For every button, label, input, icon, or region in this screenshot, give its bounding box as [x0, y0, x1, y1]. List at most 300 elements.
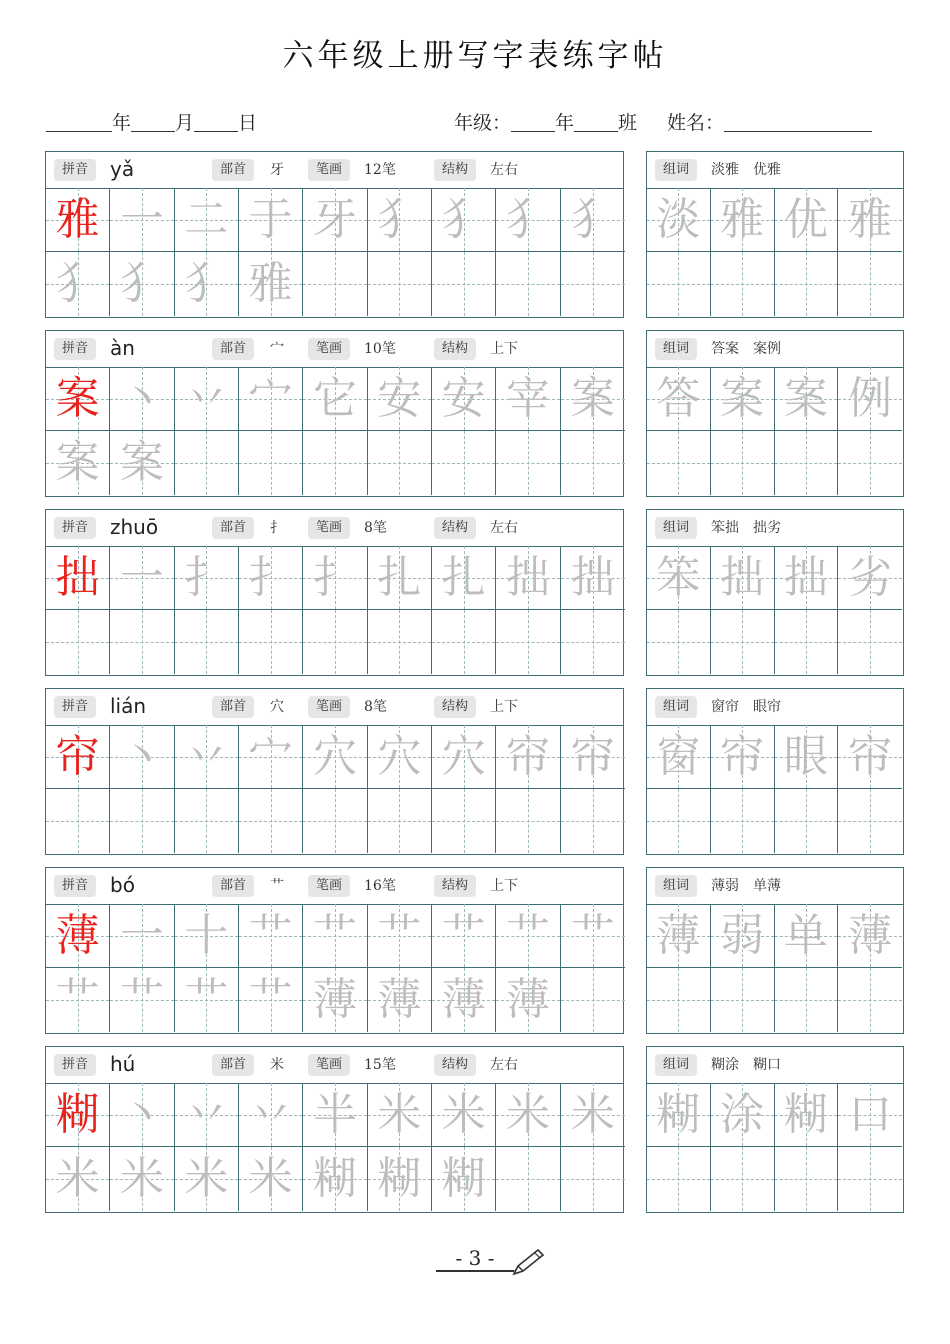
empty-practice-cell[interactable]	[496, 252, 560, 316]
trace-cell[interactable]	[561, 367, 625, 431]
radical-tag: 部首	[212, 338, 254, 360]
trace-char: 丶	[119, 372, 164, 424]
strokes-tag: 笔画	[308, 159, 350, 181]
trace-char: 它	[312, 372, 357, 424]
empty-word-cell[interactable]	[775, 1147, 839, 1211]
trace-cell[interactable]	[110, 725, 174, 789]
main-char-cell[interactable]	[46, 188, 110, 252]
word-trace-char: 口	[848, 1088, 893, 1140]
char-block	[45, 151, 624, 318]
trace-cell[interactable]	[496, 188, 560, 252]
words-block	[646, 1046, 904, 1213]
word-trace-cell[interactable]	[838, 546, 902, 610]
empty-practice-cell[interactable]	[368, 610, 432, 674]
empty-practice-cell[interactable]	[368, 252, 432, 316]
trace-char: 扎	[441, 551, 486, 603]
word-trace-char: 糊	[656, 1088, 701, 1140]
trace-char: 艹	[312, 909, 357, 961]
trace-char: 糊	[441, 1153, 486, 1204]
main-char: 帘	[55, 730, 100, 782]
trace-char: 十	[184, 909, 229, 961]
empty-practice-cell[interactable]	[46, 610, 110, 674]
word-trace-cell[interactable]	[838, 188, 902, 252]
trace-cell[interactable]	[368, 546, 432, 610]
trace-cell[interactable]	[175, 252, 239, 316]
main-char: 拙	[55, 551, 100, 603]
empty-practice-cell[interactable]	[46, 789, 110, 853]
trace-cell[interactable]	[175, 1083, 239, 1147]
trace-cell[interactable]	[110, 1147, 174, 1211]
trace-char: 丶	[119, 730, 164, 782]
trace-char: 犭	[55, 258, 100, 309]
word-trace-char: 劣	[848, 551, 893, 603]
radical-tag: 部首	[212, 696, 254, 718]
words-value: 薄弱 单薄	[711, 878, 781, 894]
empty-practice-cell[interactable]	[496, 431, 560, 495]
structure-tag: 结构	[434, 159, 476, 181]
trace-char: 宰	[505, 372, 550, 424]
words-header	[647, 510, 903, 547]
word-trace-cell[interactable]	[647, 1083, 711, 1147]
words-header	[647, 1047, 903, 1084]
empty-practice-cell[interactable]	[175, 789, 239, 853]
trace-char: 米	[377, 1088, 422, 1140]
empty-word-cell[interactable]	[647, 252, 711, 316]
words-block	[646, 688, 904, 855]
structure-value: 左右	[490, 162, 518, 178]
empty-practice-cell[interactable]	[303, 431, 367, 495]
trace-cell[interactable]	[432, 188, 496, 252]
trace-char: 艹	[441, 909, 486, 961]
main-char-cell[interactable]	[46, 546, 110, 610]
grade-year-label: 年	[555, 112, 575, 134]
trace-char: 薄	[505, 974, 550, 1025]
word-trace-cell[interactable]	[775, 188, 839, 252]
trace-cell[interactable]	[239, 1147, 303, 1211]
word-trace-char: 雅	[848, 193, 893, 245]
trace-char: 案	[119, 437, 164, 488]
trace-char: 犭	[570, 193, 615, 245]
word-trace-cell[interactable]	[647, 725, 711, 789]
empty-word-cell[interactable]	[775, 431, 839, 495]
trace-char: 扌	[312, 551, 357, 603]
word-trace-char: 窗	[656, 730, 701, 782]
word-trace-cell[interactable]	[775, 725, 839, 789]
trace-char: 米	[441, 1088, 486, 1140]
strokes-tag: 笔画	[308, 338, 350, 360]
empty-practice-cell[interactable]	[432, 789, 496, 853]
trace-cell[interactable]	[496, 968, 560, 1032]
trace-char: 扎	[377, 551, 422, 603]
trace-cell[interactable]	[303, 725, 367, 789]
trace-cell[interactable]	[303, 968, 367, 1032]
year-blank[interactable]	[46, 111, 112, 132]
trace-cell[interactable]	[110, 188, 174, 252]
trace-char: 艹	[248, 909, 293, 961]
empty-practice-cell[interactable]	[368, 789, 432, 853]
trace-cell[interactable]	[368, 367, 432, 431]
pinyin-value: lián	[110, 694, 147, 718]
trace-cell[interactable]	[175, 546, 239, 610]
strokes-tag: 笔画	[308, 696, 350, 718]
class-label: 班	[618, 112, 638, 134]
trace-char: 拙	[505, 551, 550, 603]
empty-word-cell[interactable]	[838, 252, 902, 316]
trace-char: 一	[119, 193, 164, 245]
day-blank[interactable]	[194, 111, 238, 132]
trace-char: 帘	[570, 730, 615, 782]
trace-char: 艹	[248, 974, 293, 1025]
empty-practice-cell[interactable]	[303, 610, 367, 674]
trace-char: 米	[570, 1088, 615, 1140]
word-trace-cell[interactable]	[647, 367, 711, 431]
radical-value: 穴	[270, 699, 284, 715]
radical-value: 扌	[270, 520, 284, 536]
word-trace-char: 雅	[720, 193, 765, 245]
trace-cell[interactable]	[110, 904, 174, 968]
grade-blank[interactable]	[511, 111, 555, 132]
trace-char: 宀	[248, 730, 293, 782]
empty-word-cell[interactable]	[838, 968, 902, 1032]
words-header	[647, 689, 903, 726]
empty-practice-cell[interactable]	[303, 252, 367, 316]
pinyin-tag: 拼音	[54, 696, 96, 718]
word-trace-cell[interactable]	[775, 904, 839, 968]
empty-word-cell[interactable]	[647, 431, 711, 495]
structure-value: 上下	[490, 699, 518, 715]
word-trace-char: 糊	[783, 1088, 828, 1140]
trace-char: 薄	[312, 974, 357, 1025]
trace-char: 半	[312, 1088, 357, 1140]
strokes-value: 10笔	[364, 341, 396, 357]
pinyin-value: bó	[110, 873, 135, 897]
trace-cell[interactable]	[303, 904, 367, 968]
structure-tag: 结构	[434, 338, 476, 360]
trace-cell[interactable]	[239, 725, 303, 789]
structure-value: 左右	[490, 1057, 518, 1073]
trace-cell[interactable]	[432, 1147, 496, 1211]
empty-practice-cell[interactable]	[561, 431, 625, 495]
trace-char: 犭	[377, 193, 422, 245]
word-trace-cell[interactable]	[711, 546, 775, 610]
class-blank[interactable]	[574, 111, 618, 132]
empty-word-cell[interactable]	[775, 610, 839, 674]
char-block	[45, 330, 624, 497]
pinyin-value: zhuō	[110, 515, 159, 539]
trace-cell[interactable]	[561, 725, 625, 789]
trace-cell[interactable]	[110, 367, 174, 431]
empty-practice-cell[interactable]	[175, 610, 239, 674]
trace-cell[interactable]	[239, 252, 303, 316]
trace-char: 二	[184, 193, 229, 245]
main-char-cell[interactable]	[46, 1083, 110, 1147]
empty-word-cell[interactable]	[838, 789, 902, 853]
trace-char: 穴	[312, 730, 357, 782]
date-fields	[46, 108, 257, 135]
trace-cell[interactable]	[46, 968, 110, 1032]
trace-char: 宀	[248, 372, 293, 424]
word-trace-cell[interactable]	[775, 367, 839, 431]
day-label: 日	[238, 112, 258, 134]
structure-tag: 结构	[434, 696, 476, 718]
trace-cell[interactable]	[303, 367, 367, 431]
empty-word-cell[interactable]	[647, 610, 711, 674]
empty-word-cell[interactable]	[711, 789, 775, 853]
empty-word-cell[interactable]	[711, 431, 775, 495]
empty-practice-cell[interactable]	[110, 610, 174, 674]
trace-cell[interactable]	[303, 546, 367, 610]
trace-cell[interactable]	[496, 1083, 560, 1147]
trace-char: 艹	[570, 909, 615, 961]
trace-char: 薄	[377, 974, 422, 1025]
word-trace-cell[interactable]	[775, 546, 839, 610]
trace-cell[interactable]	[175, 1147, 239, 1211]
trace-cell[interactable]	[303, 1147, 367, 1211]
page-number: - 3 -	[436, 1246, 514, 1272]
trace-char: 犭	[505, 193, 550, 245]
empty-practice-cell[interactable]	[303, 789, 367, 853]
words-tag: 组词	[655, 159, 697, 181]
word-trace-char: 答	[656, 372, 701, 424]
structure-value: 上下	[490, 341, 518, 357]
empty-practice-cell[interactable]	[432, 431, 496, 495]
char-info-header	[46, 1047, 623, 1084]
empty-word-cell[interactable]	[775, 789, 839, 853]
trace-cell[interactable]	[239, 1083, 303, 1147]
word-trace-char: 案	[783, 372, 828, 424]
word-trace-cell[interactable]	[711, 188, 775, 252]
empty-word-cell[interactable]	[838, 1147, 902, 1211]
strokes-value: 16笔	[364, 878, 396, 894]
empty-word-cell[interactable]	[711, 252, 775, 316]
trace-char: 艹	[505, 909, 550, 961]
empty-practice-cell[interactable]	[561, 252, 625, 316]
empty-word-cell[interactable]	[647, 789, 711, 853]
empty-practice-cell[interactable]	[561, 610, 625, 674]
trace-cell[interactable]	[175, 968, 239, 1032]
trace-cell[interactable]	[561, 1083, 625, 1147]
words-tag: 组词	[655, 338, 697, 360]
empty-practice-cell[interactable]	[496, 789, 560, 853]
word-trace-cell[interactable]	[711, 904, 775, 968]
word-trace-cell[interactable]	[838, 1083, 902, 1147]
trace-cell[interactable]	[110, 431, 174, 495]
trace-char: 丷	[248, 1088, 293, 1140]
trace-char: 薄	[441, 974, 486, 1025]
trace-cell[interactable]	[239, 546, 303, 610]
radical-value: 米	[270, 1057, 284, 1073]
trace-char: 于	[248, 193, 293, 245]
trace-char: 案	[55, 437, 100, 488]
trace-cell[interactable]	[239, 367, 303, 431]
empty-practice-cell[interactable]	[496, 1147, 560, 1211]
radical-tag: 部首	[212, 517, 254, 539]
word-trace-cell[interactable]	[711, 725, 775, 789]
radical-value: 宀	[270, 341, 284, 357]
pinyin-tag: 拼音	[54, 159, 96, 181]
trace-cell[interactable]	[368, 1083, 432, 1147]
words-header	[647, 152, 903, 189]
trace-cell[interactable]	[368, 188, 432, 252]
strokes-tag: 笔画	[308, 875, 350, 897]
student-fields	[454, 108, 872, 135]
empty-practice-cell[interactable]	[368, 431, 432, 495]
strokes-value: 8笔	[364, 699, 387, 715]
word-trace-char: 帘	[848, 730, 893, 782]
word-trace-cell[interactable]	[838, 725, 902, 789]
month-label: 月	[175, 112, 195, 134]
empty-practice-cell[interactable]	[239, 610, 303, 674]
trace-cell[interactable]	[496, 546, 560, 610]
words-block	[646, 867, 904, 1034]
empty-word-cell[interactable]	[838, 431, 902, 495]
word-trace-char: 薄	[848, 909, 893, 961]
trace-char: 丶	[119, 1088, 164, 1140]
trace-char: 一	[119, 551, 164, 603]
trace-cell[interactable]	[368, 904, 432, 968]
trace-cell[interactable]	[175, 725, 239, 789]
trace-cell[interactable]	[303, 1083, 367, 1147]
empty-practice-cell[interactable]	[239, 789, 303, 853]
trace-cell[interactable]	[432, 904, 496, 968]
empty-word-cell[interactable]	[838, 610, 902, 674]
empty-practice-cell[interactable]	[561, 968, 625, 1032]
main-char-cell[interactable]	[46, 367, 110, 431]
trace-cell[interactable]	[239, 188, 303, 252]
empty-word-cell[interactable]	[711, 1147, 775, 1211]
word-trace-cell[interactable]	[775, 1083, 839, 1147]
word-trace-cell[interactable]	[838, 367, 902, 431]
trace-char: 米	[119, 1153, 164, 1204]
words-tag: 组词	[655, 517, 697, 539]
trace-char: 犭	[119, 258, 164, 309]
trace-cell[interactable]	[303, 188, 367, 252]
words-value: 笨拙 拙劣	[711, 520, 781, 536]
empty-practice-cell[interactable]	[496, 610, 560, 674]
empty-practice-cell[interactable]	[432, 252, 496, 316]
word-trace-cell[interactable]	[647, 546, 711, 610]
word-trace-char: 弱	[720, 909, 765, 961]
trace-cell[interactable]	[46, 252, 110, 316]
strokes-value: 15笔	[364, 1057, 396, 1073]
empty-practice-cell[interactable]	[432, 610, 496, 674]
trace-cell[interactable]	[432, 725, 496, 789]
empty-practice-cell[interactable]	[561, 1147, 625, 1211]
words-tag: 组词	[655, 696, 697, 718]
pinyin-value: yǎ	[110, 157, 135, 181]
empty-practice-cell[interactable]	[561, 789, 625, 853]
trace-cell[interactable]	[46, 431, 110, 495]
main-char: 案	[55, 372, 100, 424]
trace-char: 帘	[505, 730, 550, 782]
trace-cell[interactable]	[561, 546, 625, 610]
char-block	[45, 1046, 624, 1213]
trace-cell[interactable]	[368, 968, 432, 1032]
pinyin-tag: 拼音	[54, 517, 96, 539]
trace-cell[interactable]	[175, 904, 239, 968]
main-char-cell[interactable]	[46, 725, 110, 789]
empty-word-cell[interactable]	[647, 1147, 711, 1211]
word-trace-cell[interactable]	[711, 1083, 775, 1147]
trace-cell[interactable]	[46, 1147, 110, 1211]
words-tag: 组词	[655, 875, 697, 897]
trace-char: 丷	[184, 730, 229, 782]
words-tag: 组词	[655, 1054, 697, 1076]
empty-practice-cell[interactable]	[110, 789, 174, 853]
empty-word-cell[interactable]	[775, 252, 839, 316]
radical-value: 牙	[270, 162, 284, 178]
word-trace-cell[interactable]	[711, 367, 775, 431]
name-blank[interactable]	[724, 111, 872, 132]
trace-cell[interactable]	[432, 1083, 496, 1147]
radical-tag: 部首	[212, 875, 254, 897]
structure-tag: 结构	[434, 1054, 476, 1076]
trace-cell[interactable]	[175, 367, 239, 431]
empty-practice-cell[interactable]	[175, 431, 239, 495]
radical-value: 艹	[270, 878, 284, 894]
grade-label: 年级：	[454, 112, 512, 134]
empty-practice-cell[interactable]	[239, 431, 303, 495]
trace-char: 一	[119, 909, 164, 961]
name-label: 姓名：	[667, 112, 725, 134]
trace-char: 米	[248, 1153, 293, 1204]
trace-cell[interactable]	[110, 968, 174, 1032]
trace-cell[interactable]	[239, 968, 303, 1032]
trace-char: 艹	[55, 974, 100, 1025]
word-trace-char: 拙	[720, 551, 765, 603]
structure-value: 上下	[490, 878, 518, 894]
char-info-header	[46, 152, 623, 189]
trace-cell[interactable]	[432, 367, 496, 431]
trace-cell[interactable]	[432, 968, 496, 1032]
trace-cell[interactable]	[561, 904, 625, 968]
trace-cell[interactable]	[496, 725, 560, 789]
words-value: 窗帘 眼帘	[711, 699, 781, 715]
trace-cell[interactable]	[432, 546, 496, 610]
trace-cell[interactable]	[110, 1083, 174, 1147]
words-value: 淡雅 优雅	[711, 162, 781, 178]
empty-word-cell[interactable]	[647, 968, 711, 1032]
trace-cell[interactable]	[368, 1147, 432, 1211]
empty-word-cell[interactable]	[711, 610, 775, 674]
trace-cell[interactable]	[110, 546, 174, 610]
empty-word-cell[interactable]	[775, 968, 839, 1032]
word-trace-cell[interactable]	[647, 188, 711, 252]
trace-char: 糊	[312, 1153, 357, 1204]
word-trace-cell[interactable]	[838, 904, 902, 968]
word-trace-char: 单	[783, 909, 828, 961]
trace-cell[interactable]	[561, 188, 625, 252]
pinyin-value: hú	[110, 1052, 136, 1076]
empty-word-cell[interactable]	[711, 968, 775, 1032]
trace-cell[interactable]	[175, 188, 239, 252]
main-char-cell[interactable]	[46, 904, 110, 968]
trace-char: 穴	[441, 730, 486, 782]
month-blank[interactable]	[131, 111, 175, 132]
trace-cell[interactable]	[239, 904, 303, 968]
trace-cell[interactable]	[496, 367, 560, 431]
trace-cell[interactable]	[110, 252, 174, 316]
words-value: 答案 案例	[711, 341, 781, 357]
word-trace-cell[interactable]	[647, 904, 711, 968]
structure-value: 左右	[490, 520, 518, 536]
word-trace-char: 优	[783, 193, 828, 245]
trace-cell[interactable]	[496, 904, 560, 968]
trace-cell[interactable]	[368, 725, 432, 789]
trace-char: 牙	[312, 193, 357, 245]
words-value: 糊涂 糊口	[711, 1057, 781, 1073]
char-info-header	[46, 689, 623, 726]
